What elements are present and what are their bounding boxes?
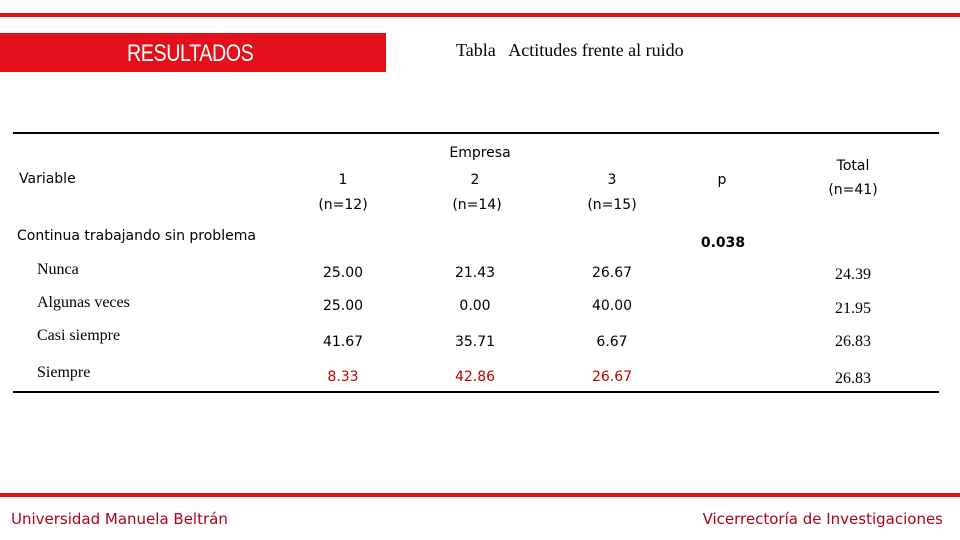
section-banner xyxy=(0,33,386,72)
table-caption: Tabla Actitudes frente al ruido xyxy=(456,40,684,60)
column-3-header: 3 xyxy=(607,172,617,188)
section-title: RESULTADOS xyxy=(127,40,254,67)
top-accent-rule xyxy=(0,13,960,17)
table-top-rule xyxy=(13,132,939,134)
cell-col1: 41.67 xyxy=(322,334,364,350)
cell-total: 26.83 xyxy=(835,333,871,350)
column-1-n: (n=12) xyxy=(318,197,368,213)
bottom-accent-rule xyxy=(0,493,960,497)
cell-col1: 8.33 xyxy=(327,369,359,385)
cell-col1: 25.00 xyxy=(322,265,364,281)
cell-total: 24.39 xyxy=(835,266,871,283)
cell-col3: 40.00 xyxy=(591,298,633,314)
cell-col3: 26.67 xyxy=(591,369,633,385)
cell-col2: 42.86 xyxy=(454,369,496,385)
row-label: Siempre xyxy=(37,364,91,381)
p-header: p xyxy=(717,172,727,188)
row-label: Casi siempre xyxy=(37,327,121,344)
row-label: Algunas veces xyxy=(37,294,130,311)
cell-col3: 6.67 xyxy=(596,334,628,350)
cell-col2: 21.43 xyxy=(454,265,496,281)
p-value: 0.038 xyxy=(700,235,746,251)
column-2-header: 2 xyxy=(470,172,480,188)
group-row-label: Continua trabajando sin problema xyxy=(17,228,256,244)
column-2-n: (n=14) xyxy=(452,197,502,213)
footer-department: Vicerrectoría de Investigaciones xyxy=(702,510,943,528)
group-header-empresa: Empresa xyxy=(449,145,511,161)
cell-col1: 25.00 xyxy=(322,298,364,314)
footer-university: Universidad Manuela Beltrán xyxy=(11,510,228,528)
column-1-header: 1 xyxy=(338,172,348,188)
cell-total: 26.83 xyxy=(835,370,871,387)
total-header: Total xyxy=(836,158,870,174)
cell-total: 21.95 xyxy=(835,300,871,317)
total-n: (n=41) xyxy=(828,182,878,198)
cell-col3: 26.67 xyxy=(591,265,633,281)
cell-col2: 35.71 xyxy=(454,334,496,350)
variable-header: Variable xyxy=(19,171,76,187)
row-label: Nunca xyxy=(37,261,79,278)
table-bottom-rule xyxy=(13,391,939,393)
column-3-n: (n=15) xyxy=(587,197,637,213)
cell-col2: 0.00 xyxy=(459,298,491,314)
